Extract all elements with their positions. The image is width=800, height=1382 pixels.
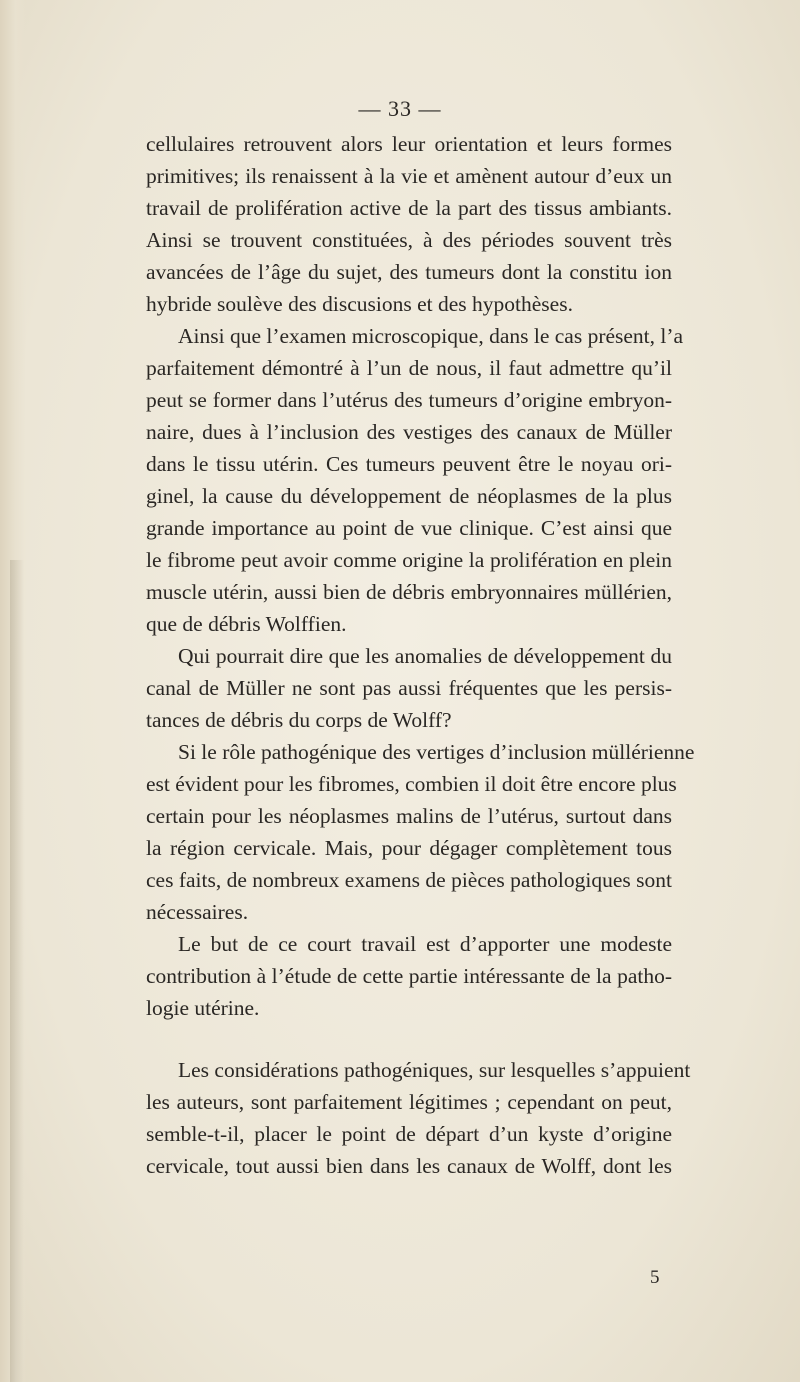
text-line: tances de débris du corps de Wolff? — [146, 708, 452, 732]
page-number: — 33 — — [358, 96, 442, 121]
text-line: contribution à l’étude de cette partie intéressante de la patho- — [146, 964, 672, 988]
text-line: cervicale, tout aussi bien dans les canaux de Wolff, dont les — [146, 1154, 672, 1178]
text-line: ces faits, de nombreux examens de pièces pathologiques sont — [146, 868, 673, 892]
text-line: primitives; ils renaissent à la vie et amènent autour d’eux un — [146, 164, 672, 188]
text-line: travail de prolifération active de la part des tissus ambiants. — [146, 196, 672, 220]
text-line: grande importance au point de vue clinique. C’est ainsi que — [146, 516, 672, 540]
text-line: Les considérations pathogéniques, sur lesquelles s’appuient — [178, 1058, 691, 1082]
text-line: nécessaires. — [146, 900, 249, 924]
section-gap — [146, 1024, 672, 1054]
paragraph-5 — [146, 928, 672, 1024]
text-line: Qui pourrait dire que les anomalies de développement du — [178, 644, 672, 668]
text-line: canal de Müller ne sont pas aussi fréquentes que les persis- — [146, 676, 672, 700]
text-line: ginel, la cause du développement de néoplasmes de la plus — [146, 484, 672, 508]
text-line: Le but de ce court travail est d’apporter une modeste — [178, 932, 672, 956]
signature-mark: 5 — [650, 1267, 660, 1288]
text-line: parfaitement démontré à l’un de nous, il faut admettre qu’il — [146, 356, 672, 380]
paragraph-2 — [146, 320, 684, 640]
text-line: naire, dues à l’inclusion des vestiges des canaux de Müller — [146, 420, 672, 444]
text-line: avancées de l’âge du sujet, des tumeurs dont la constitu ion — [146, 260, 672, 284]
text-line: Si le rôle pathogénique des vertiges d’inclusion müllérienne — [178, 740, 695, 764]
text-line: dans le tissu utérin. Ces tumeurs peuvent être le noyau ori- — [146, 452, 672, 476]
text-line: que de débris Wolffien. — [146, 612, 347, 636]
text-line: muscle utérin, aussi bien de débris embryonnaires müllérien, — [146, 580, 672, 604]
paragraph-4 — [146, 736, 695, 928]
text-line: peut se former dans l’utérus des tumeurs d’origine embryon- — [146, 388, 672, 412]
text-line: est évident pour les fibromes, combien il doit être encore plus — [146, 772, 677, 796]
text-line: cellulaires retrouvent alors leur orientation et leurs formes — [146, 132, 672, 156]
binding-shadow — [10, 560, 24, 1382]
text-line: hybride soulève des discusions et des hypothèses. — [146, 292, 573, 316]
paragraph-3 — [146, 640, 672, 736]
text-line: certain pour les néoplasmes malins de l’utérus, surtout dans — [146, 804, 672, 828]
text-line: la région cervicale. Mais, pour dégager complètement tous — [146, 836, 672, 860]
paragraph-1 — [146, 128, 672, 320]
text-line: logie utérine. — [146, 996, 260, 1020]
paragraph-6 — [146, 1054, 691, 1182]
text-line: semble-t-il, placer le point de départ d’un kyste d’origine — [146, 1122, 672, 1146]
text-line: le fibrome peut avoir comme origine la prolifération en plein — [146, 548, 672, 572]
text-line: Ainsi se trouvent constituées, à des périodes souvent très — [146, 228, 672, 252]
body-text — [146, 128, 695, 1182]
text-line: les auteurs, sont parfaitement légitimes ; cependant on peut, — [146, 1090, 672, 1114]
text-line: Ainsi que l’examen microscopique, dans le cas présent, l’a — [178, 324, 684, 348]
